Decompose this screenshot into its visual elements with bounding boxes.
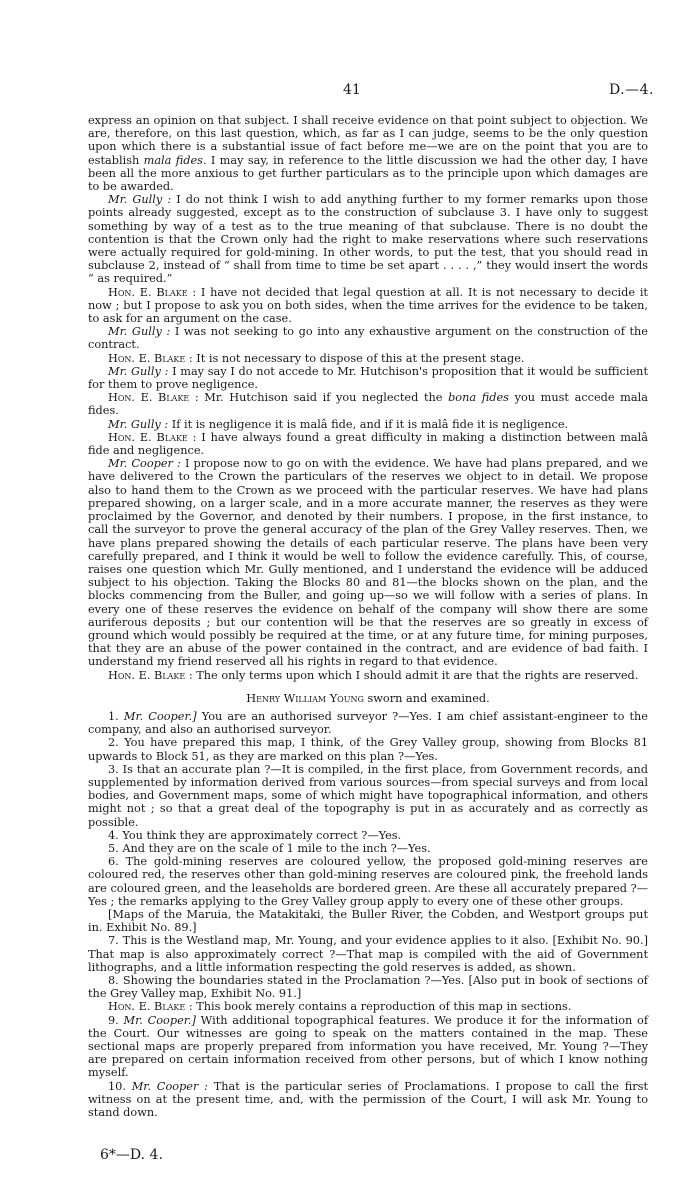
transcript-paragraph <box>88 365 648 391</box>
witness-heading <box>88 692 648 705</box>
question-number: 3. <box>108 762 119 776</box>
examination-item <box>88 829 648 842</box>
transcript-paragraph <box>88 114 648 193</box>
paragraph-text: I propose now to go on with the evidence. We have had plans prepared, and we have delivered to the Crown the particulars of the reserves we object to in detail. We propose also to hand them to the Crown as we proceed with the particular reserves. We have had plans prepared showing, on a larger scale, and in a more accurate manner, the reserves as they were proclaimed by the Governor, and denoted by their numbers. I propose, in the first instance, to call the surveyor to prove the general accuracy of the plan of the Grey Valley reserves. Then, we have plans prepared showing the details of each particular reserve. The plans have been very carefully prepared, and I think it would be well to follow the evidence carefully. This, of course, raises one question which Mr. Gully mentioned, and I understand the evidence will be adduced subject to his objection. Taking the Blocks 80 and 81—the blocks shown on the plan, and the blocks commencing from the Buller, and going up—so we will follow with a series of plans. In every one of these reserves the evidence on behalf of the company will show there are some auriferous deposits ; but our contention will be that the reserves are so greatly in excess of ground which would possibly be required at the time, or at any future time, for mining purposes, that they are an abuse of the power contained in the contract, and are evidence of bad faith. I understand my friend reserved all his rights in regard to that evidence. <box>88 457 648 669</box>
speaker-name: Hon. E. Blake : <box>108 430 197 444</box>
examination-text: [Maps of the Maruia, the Matakitaki, the Buller River, the Cobden, and Westport groups put in. Exhibit No. 89.] <box>88 907 648 935</box>
examination-text: And they are on the scale of 1 mile to the inch ?—Yes. <box>122 841 431 855</box>
emphasis-text: mala fides <box>143 153 203 167</box>
speaker-name: Mr. Cooper.] <box>123 709 197 723</box>
speaker-name: Mr. Cooper.] <box>123 1013 196 1027</box>
proceedings-section <box>88 114 648 682</box>
paragraph-text-continued: . I may say, in reference to the little discussion we had the other day, I have been all the more anxious to get further particulars as to the principle upon which damages are to be awarded. <box>88 153 648 194</box>
examination-text: The gold-mining reserves are coloured yellow, the proposed gold-mining reserves are coloured red, the reserves other than gold-mining reserves are coloured pink, the freehold lands are coloured green, and the leaseholds are bordered green. Are these all accurately prepared ?—Yes ; the remarks applying to the Grey Valley group apply to every one of these other groups. <box>88 855 648 908</box>
examination-text: Is that an accurate plan ?—It is compiled, in the first place, from Government records, and supplemented by information derived from various sources—from special surveys and from local bodies, and Government maps, some of which might have topographical information, and others might not ; so that a great deal of the topography is put in as accurately and as correctly as possible. <box>88 762 648 829</box>
speaker-name: Mr. Cooper : <box>131 1079 208 1093</box>
paragraph-text: I may say I do not accede to Mr. Hutchison's proposition that it would be sufficient for them to prove negligence. <box>88 364 648 392</box>
paragraph-text: The only terms upon which I should admit it are that the rights are reserved. <box>192 668 639 682</box>
question-number: 6. <box>108 855 119 869</box>
examination-text: You have prepared this map, I think, of the Grey Valley group, showing from Blocks 81 upwards to Block 51, as they are marked on this plan ?—Yes. <box>88 736 649 763</box>
transcript-paragraph <box>88 325 648 351</box>
paragraph-text-continued: you must accede mala fides. <box>88 391 648 418</box>
examination-item <box>88 842 648 855</box>
examination-item <box>88 974 648 1000</box>
examination-text: With additional topographical features. We produce it for the information of the Court. Our witnesses are going to speak on the matters contained in the map. These sectional maps are properly prepared from information you have received, Mr. Young ?—They are prepared on certain information received from other persons, but of which I know nothing myself. <box>88 1013 649 1080</box>
examination-item <box>88 763 648 829</box>
emphasis-text: bona fides <box>448 391 509 405</box>
paragraph-text: I was not seeking to go into any exhaustive argument on the construction of the contract. <box>88 325 648 352</box>
question-number: 2. <box>108 736 119 750</box>
speaker-name: Mr. Gully : <box>108 417 169 431</box>
transcript-paragraph <box>88 457 648 668</box>
examination-item <box>88 908 648 934</box>
transcript-paragraph <box>88 286 648 326</box>
examination-item <box>88 855 648 908</box>
examination-text: That is the particular series of Proclamations. I propose to call the first witness on at the present time, and, with the permission of the Court, I will ask Mr. Young to stand down. <box>88 1079 649 1120</box>
speaker-name: Mr. Cooper : <box>108 457 181 471</box>
speaker-name: Hon. E. Blake : <box>108 285 197 299</box>
document-code: D.—4. <box>608 82 654 98</box>
paragraph-text: Mr. Hutchison said if you neglected the <box>198 391 449 405</box>
speaker-name: Hon. E. Blake : <box>108 668 193 682</box>
body-text <box>88 114 648 1119</box>
speaker-name: Hon. E. Blake : <box>108 391 199 405</box>
page-number: 41 <box>343 82 361 98</box>
paragraph-text: It is not necessary to dispose of this at the present stage. <box>192 351 525 365</box>
speaker-name: Mr. Gully : <box>108 364 169 378</box>
paragraph-text: I have always found a great difficulty in making a distinction between malâ fide and negligence. <box>88 430 648 458</box>
footer-code: 6*—D. 4. <box>100 1147 163 1163</box>
question-number: 10. <box>108 1079 126 1093</box>
examination-text: This is the Westland map, Mr. Young, and your evidence applies to it also. [Exhibit No. 90.] That map is also approximately correct ?—That map is compiled with the aid of Government lithographs, and a little information respecting the gold reserves is added, as shown. <box>88 934 648 974</box>
question-number: 5. <box>108 841 119 855</box>
examination-item <box>88 1014 648 1080</box>
transcript-paragraph <box>88 352 648 365</box>
transcript-paragraph <box>88 431 648 457</box>
transcript-paragraph <box>88 418 648 431</box>
witness-heading-rest: sworn and examined. <box>363 691 490 705</box>
paragraph-text: I do not think I wish to add anything further to my former remarks upon those points already suggested, except as to the construction of subclause 3. I have only to suggest something by way of a test as to the true meaning of that subclause. There is no doubt the contention is that the Crown only had the right to make reservations where such reservations were actually required for gold-mining. In other words, to put the test, that you should read in subclause 2, instead of “ shall from time to time be set apart . . . . ,” they would insert the words “ as required.” <box>88 193 648 286</box>
speaker-name: Mr. Gully : <box>108 325 171 339</box>
examination-text: Showing the boundaries stated in the Proclamation ?—Yes. [Also put in book of sections of the Grey Valley map, Exhibit No. 91.] <box>88 974 648 1001</box>
witness-name: Henry William Young <box>246 691 364 705</box>
transcript-paragraph <box>88 391 648 417</box>
speaker-name: Mr. Gully : <box>108 193 172 207</box>
question-number: 4. <box>108 828 119 842</box>
examination-item <box>88 1080 648 1120</box>
paragraph-text: I have not decided that legal question at all. It is not necessary to decide it now ; but I propose to ask you on both sides, when the time arrives for the evidence to be taken, to ask for an argument on the case. <box>88 285 648 326</box>
examination-item <box>88 1000 648 1013</box>
speaker-name: Hon. E. Blake : <box>108 1000 193 1014</box>
transcript-paragraph <box>88 669 648 682</box>
question-number: 7. <box>108 934 119 948</box>
question-number: 9. <box>108 1013 119 1027</box>
examination-item <box>88 934 648 974</box>
paragraph-text: express an opinion on that subject. I shall receive evidence on that point subject to objection. We are, therefore, on this last question, which, as far as I can judge, seems to be the only question upon which there is a substantial issue of fact before me—we are on the point that you are to establish <box>88 114 648 167</box>
question-number: 1. <box>108 709 119 723</box>
examination-text: This book merely contains a reproduction of this map in sections. <box>192 1000 572 1014</box>
examination-item <box>88 736 648 762</box>
examination-item <box>88 710 648 736</box>
paragraph-text: If it is negligence it is malâ fide, and if it is malâ fide it is negligence. <box>168 417 569 431</box>
speaker-name: Hon. E. Blake : <box>108 351 193 365</box>
examination-section <box>88 710 648 1119</box>
examination-text: You are an authorised surveyor ?—Yes. I am chief assistant-engineer to the company, and also an authorised surveyor. <box>88 709 648 737</box>
examination-text: You think they are approximately correct ?—Yes. <box>122 828 402 842</box>
transcript-paragraph <box>88 193 648 285</box>
question-number: 8. <box>108 974 119 987</box>
